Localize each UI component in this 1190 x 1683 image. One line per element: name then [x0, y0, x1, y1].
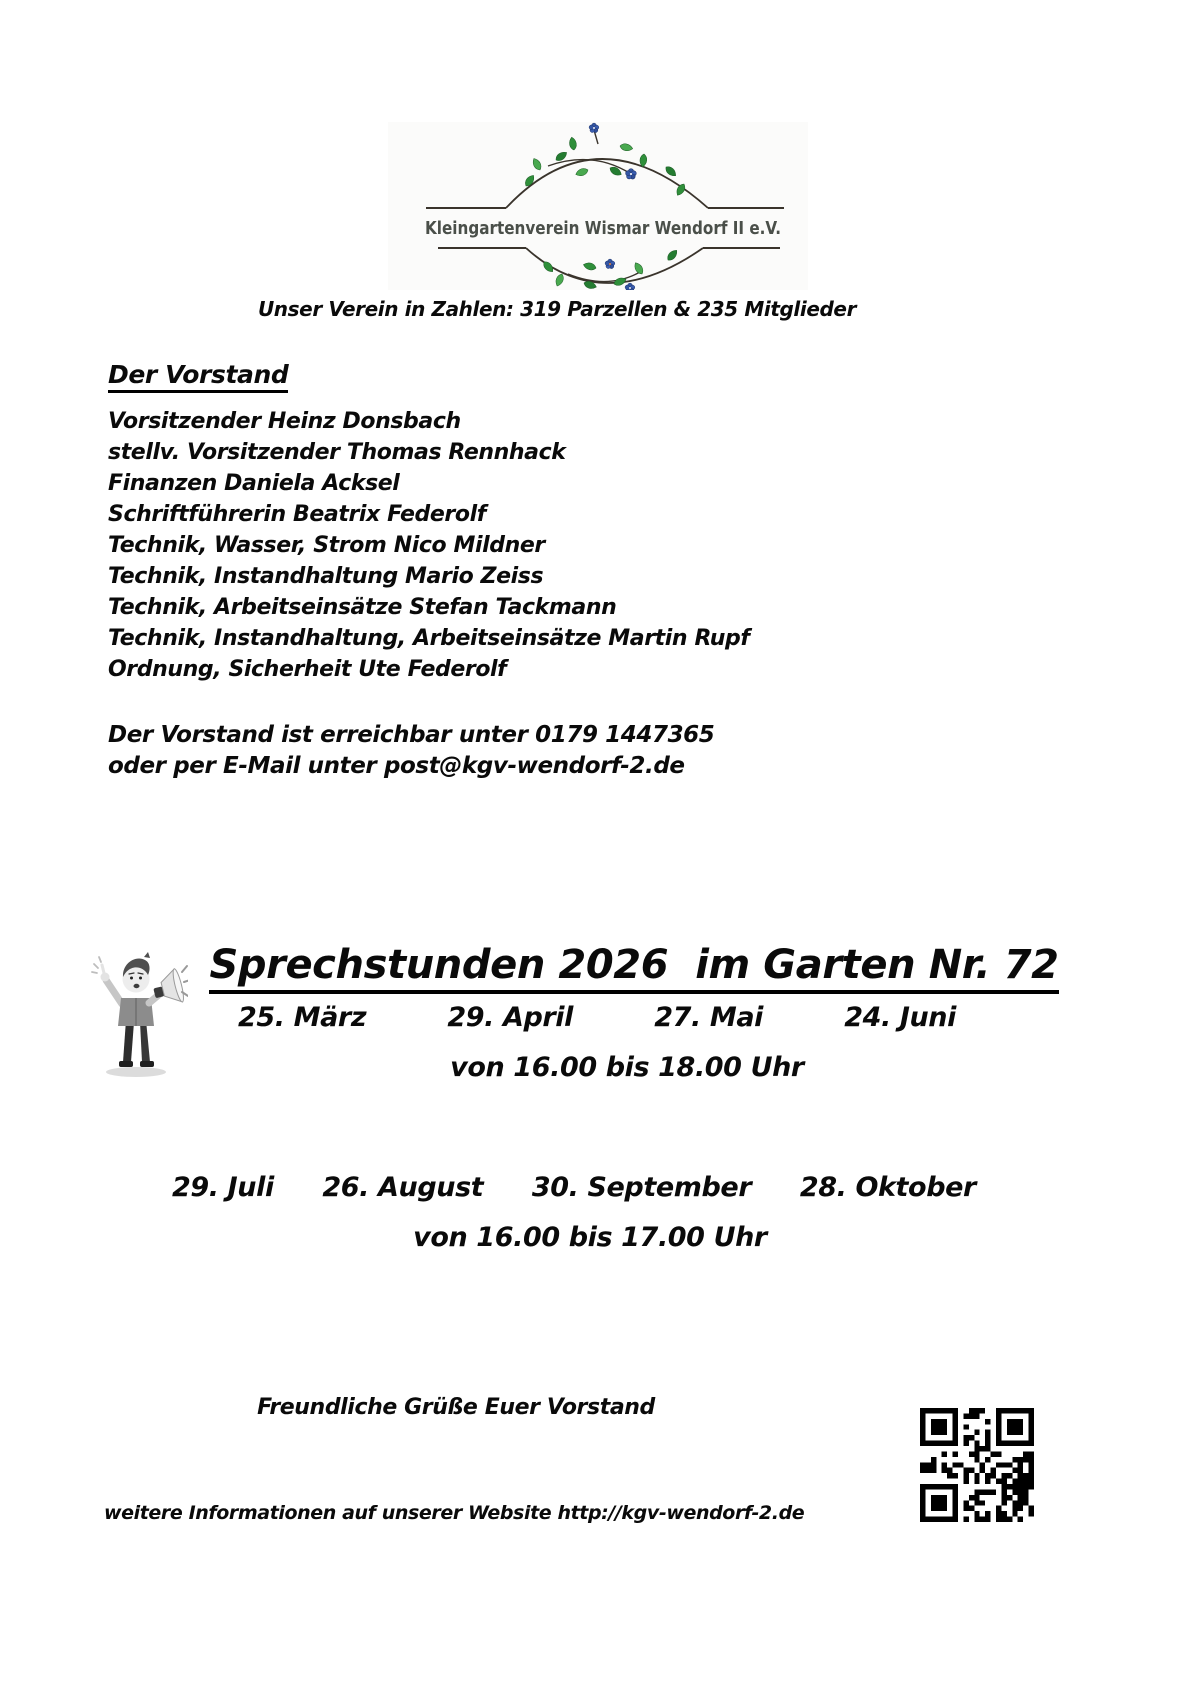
- date-item: 28. Oktober: [799, 1172, 976, 1203]
- qr-code-icon: [920, 1408, 1034, 1522]
- contact-block: [108, 720, 714, 782]
- vorstand-member: Technik, Instandhaltung Mario Zeiss: [108, 564, 544, 589]
- date-item: 27. Mai: [654, 1002, 763, 1033]
- contact-email-line: oder per E-Mail unter post@kgv-wendorf-2.de: [108, 753, 685, 779]
- dates-row-2: [172, 1172, 976, 1203]
- date-item: 30. September: [531, 1172, 752, 1203]
- vorstand-member: Technik, Wasser, Strom Nico Mildner: [108, 533, 545, 558]
- date-item: 29. Juli: [172, 1172, 274, 1203]
- date-item: 29. April: [447, 1002, 574, 1033]
- closing-greeting: Freundliche Grüße Euer Vorstand: [257, 1395, 655, 1420]
- time-row-2: von 16.00 bis 17.00 Uhr: [413, 1222, 767, 1253]
- vorstand-heading: [108, 360, 288, 389]
- vorstand-member: Finanzen Daniela Acksel: [108, 471, 400, 496]
- contact-phone-line: Der Vorstand ist erreichbar unter 0179 1447365: [108, 722, 715, 748]
- sprechstunden-heading-text: Sprechstunden 2026 im Garten Nr. 72: [209, 942, 1058, 994]
- vorstand-heading-text: Der Vorstand: [108, 360, 288, 393]
- stats-line: Unser Verein in Zahlen: 319 Parzellen & 235 Mitglieder: [257, 297, 857, 321]
- vorstand-member: stellv. Vorsitzender Thomas Rennhack: [108, 440, 566, 465]
- date-item: 26. August: [322, 1172, 484, 1203]
- website-line: weitere Informationen auf unserer Website http://kgv-wendorf-2.de: [104, 1502, 805, 1524]
- vorstand-member: Technik, Arbeitseinsätze Stefan Tackmann: [108, 595, 617, 620]
- vorstand-member: Technik, Instandhaltung, Arbeitseinsätze Martin Rupf: [108, 626, 750, 651]
- vorstand-member: Schriftführerin Beatrix Federolf: [108, 502, 486, 527]
- vorstand-list: [108, 406, 750, 685]
- date-item: 24. Juni: [844, 1002, 956, 1033]
- logo-org-name: Kleingartenverein Wismar Wendorf II e.V.: [425, 218, 781, 239]
- dates-row-1: [238, 1002, 956, 1033]
- club-logo: [388, 122, 808, 290]
- date-item: 25. März: [238, 1002, 367, 1033]
- vorstand-member: Vorsitzender Heinz Donsbach: [108, 409, 461, 434]
- time-row-1: von 16.00 bis 18.00 Uhr: [450, 1052, 804, 1083]
- vorstand-member: Ordnung, Sicherheit Ute Federolf: [108, 657, 507, 682]
- vine-flowers-icon: [388, 122, 808, 290]
